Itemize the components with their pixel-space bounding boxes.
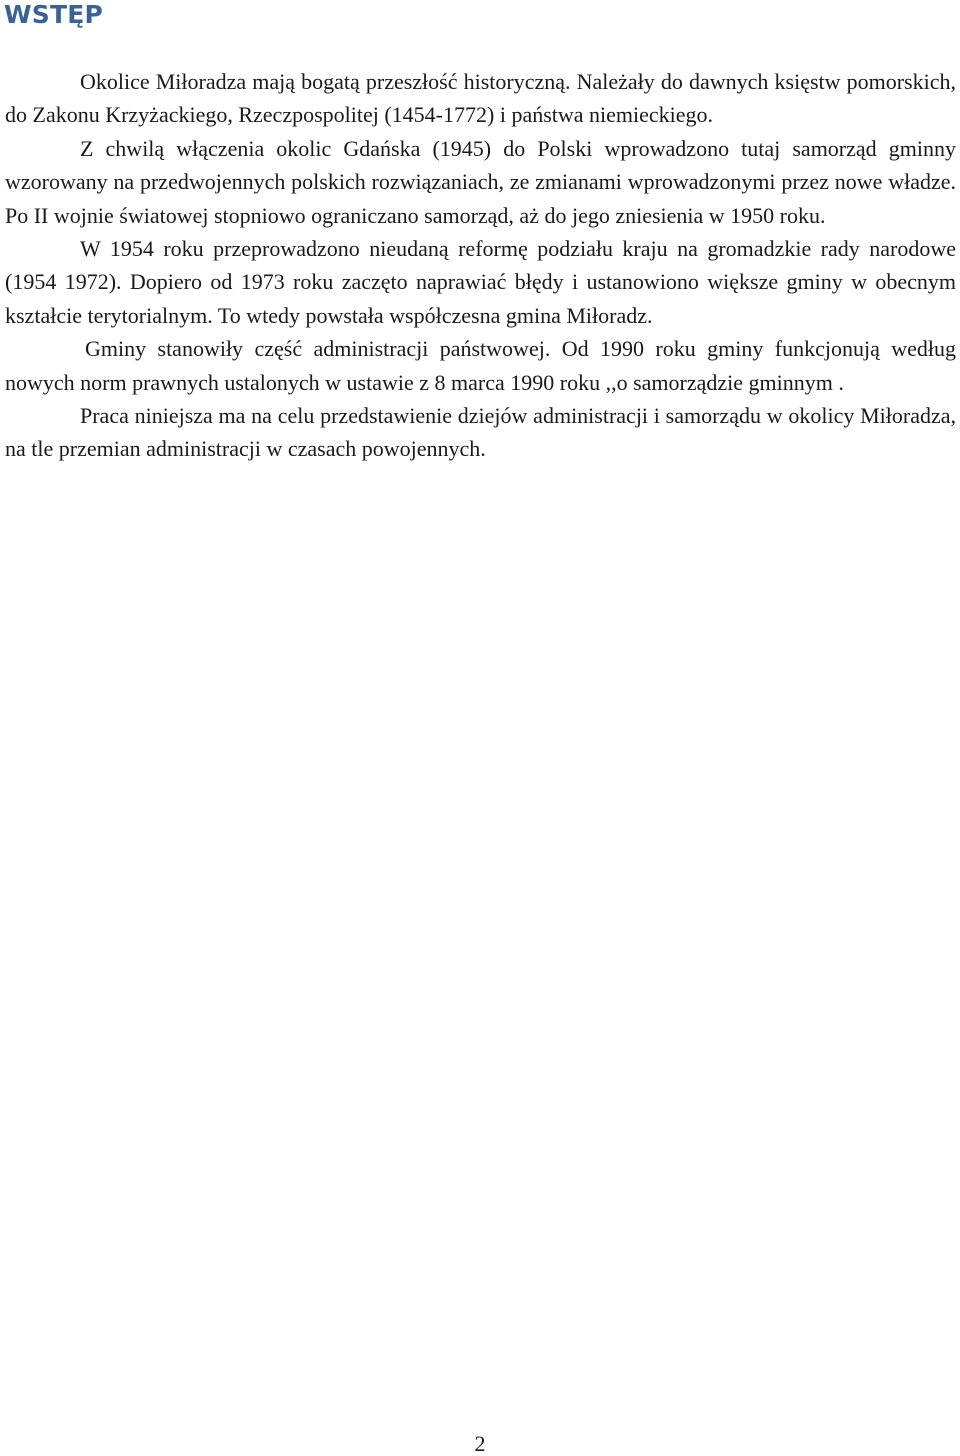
paragraph-2: Z chwilą włączenia okolic Gdańska (1945) do Polski wprowadzono tutaj samorząd gminny wzorowany na przedwojennych polskich rozwiązaniach, ze zmianami wprowadzonymi przez nowe władze. Po II wojnie światowej stopniowo ograniczano samorząd, aż do jego zniesienia w 1950 roku. bbox=[5, 135, 956, 228]
paragraph-1: Okolice Miłoradza mają bogatą przeszłość historyczną. Należały do dawnych księstw pomorskich, do Zakonu Krzyżackiego, Rzeczpospolitej (1454-1772) i państwa niemieckiego. bbox=[5, 69, 956, 128]
page-number: 2 bbox=[474, 1431, 486, 1456]
paragraph-5: Praca niniejsza ma na celu przedstawienie dziejów administracji i samorządu w okolicy Miłoradza, na tle przemian administracji w czasach powojennych. bbox=[5, 403, 956, 462]
paragraph-3: W 1954 roku przeprowadzono nieudaną reformę podziału kraju na gromadzkie rady narodowe (1954 1972). Dopiero od 1973 roku zaczęto naprawiać błędy i ustanowiono większe gminy w obecnym kształcie terytorialnym. To wtedy powstała współczesna gmina Miłoradz. bbox=[5, 236, 956, 328]
paragraph-4: Gminy stanowiły część administracji państwowej. Od 1990 roku gminy funkcjonują według nowych norm prawnych ustalonych w ustawie z 8 marca 1990 roku ,,o samorządzie gminnym . bbox=[5, 336, 956, 395]
body-text bbox=[5, 65, 956, 466]
page-title: WSTĘP bbox=[4, 0, 104, 29]
